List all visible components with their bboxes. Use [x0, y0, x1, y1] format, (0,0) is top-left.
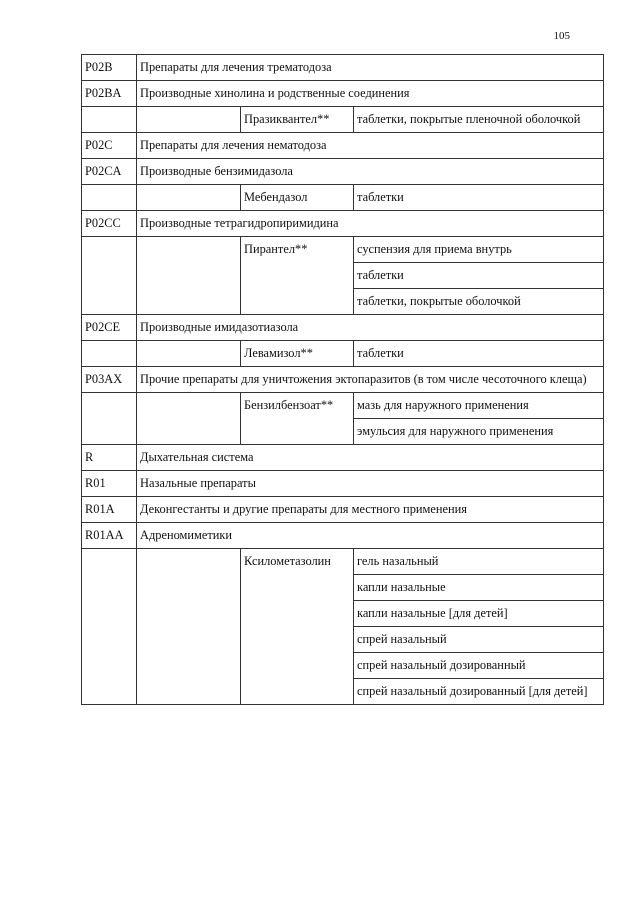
medication-classification-table — [81, 54, 604, 705]
dosage-form-cell: капли назальные — [354, 575, 604, 601]
empty-group-cell — [137, 549, 241, 705]
group-name-cell: Производные имидазотиазола — [137, 315, 604, 341]
drug-form-row — [82, 549, 604, 575]
empty-code-cell — [82, 393, 137, 445]
empty-group-cell — [137, 107, 241, 133]
group-row — [82, 523, 604, 549]
dosage-form-cell: таблетки — [354, 341, 604, 367]
drug-name-cell: Ксилометазолин — [241, 549, 354, 705]
dosage-form-cell: спрей назальный дозированный — [354, 653, 604, 679]
group-name-cell: Прочие препараты для уничтожения эктопаразитов (в том числе чесоточного клеща) — [137, 367, 604, 393]
group-row — [82, 497, 604, 523]
dosage-form-cell: спрей назальный — [354, 627, 604, 653]
drug-form-row — [82, 393, 604, 419]
dosage-form-cell: капли назальные [для детей] — [354, 601, 604, 627]
atc-code-cell: P02CE — [82, 315, 137, 341]
atc-code-cell: P02B — [82, 55, 137, 81]
drug-form-row — [82, 341, 604, 367]
dosage-form-cell: таблетки — [354, 185, 604, 211]
drug-name-cell: Празиквантел** — [241, 107, 354, 133]
group-row — [82, 133, 604, 159]
group-name-cell: Производные бензимидазола — [137, 159, 604, 185]
group-name-cell: Дыхательная система — [137, 445, 604, 471]
group-row — [82, 81, 604, 107]
group-name-cell: Препараты для лечения нематодоза — [137, 133, 604, 159]
drug-name-cell: Мебендазол — [241, 185, 354, 211]
group-row — [82, 211, 604, 237]
atc-code-cell: R01 — [82, 471, 137, 497]
atc-code-cell: P02BA — [82, 81, 137, 107]
empty-code-cell — [82, 107, 137, 133]
drug-form-row — [82, 237, 604, 263]
group-name-cell: Назальные препараты — [137, 471, 604, 497]
drug-name-cell: Пирантел** — [241, 237, 354, 315]
atc-code-cell: P03AX — [82, 367, 137, 393]
group-row — [82, 159, 604, 185]
drug-name-cell: Левамизол** — [241, 341, 354, 367]
atc-code-cell: P02CC — [82, 211, 137, 237]
empty-code-cell — [82, 237, 137, 315]
drug-form-row — [82, 185, 604, 211]
group-row — [82, 445, 604, 471]
group-name-cell: Препараты для лечения трематодоза — [137, 55, 604, 81]
group-name-cell: Производные тетрагидропиримидина — [137, 211, 604, 237]
group-row — [82, 471, 604, 497]
dosage-form-cell: гель назальный — [354, 549, 604, 575]
group-name-cell: Производные хинолина и родственные соединения — [137, 81, 604, 107]
group-name-cell: Деконгестанты и другие препараты для местного применения — [137, 497, 604, 523]
empty-group-cell — [137, 393, 241, 445]
group-row — [82, 315, 604, 341]
atc-code-cell: R01AA — [82, 523, 137, 549]
atc-code-cell: R01A — [82, 497, 137, 523]
atc-code-cell: P02CA — [82, 159, 137, 185]
drug-name-cell: Бензилбензоат** — [241, 393, 354, 445]
dosage-form-cell: таблетки, покрытые пленочной оболочкой — [354, 107, 604, 133]
empty-code-cell — [82, 549, 137, 705]
drug-form-row — [82, 107, 604, 133]
dosage-form-cell: эмульсия для наружного применения — [354, 419, 604, 445]
dosage-form-cell: спрей назальный дозированный [для детей] — [354, 679, 604, 705]
dosage-form-cell: суспензия для приема внутрь — [354, 237, 604, 263]
page-number: 105 — [553, 30, 570, 42]
dosage-form-cell: мазь для наружного применения — [354, 393, 604, 419]
empty-group-cell — [137, 237, 241, 315]
empty-code-cell — [82, 185, 137, 211]
dosage-form-cell: таблетки, покрытые оболочкой — [354, 289, 604, 315]
empty-group-cell — [137, 185, 241, 211]
group-name-cell: Адреномиметики — [137, 523, 604, 549]
empty-code-cell — [82, 341, 137, 367]
empty-group-cell — [137, 341, 241, 367]
atc-code-cell: P02C — [82, 133, 137, 159]
dosage-form-cell: таблетки — [354, 263, 604, 289]
atc-code-cell: R — [82, 445, 137, 471]
group-row — [82, 367, 604, 393]
group-row — [82, 55, 604, 81]
